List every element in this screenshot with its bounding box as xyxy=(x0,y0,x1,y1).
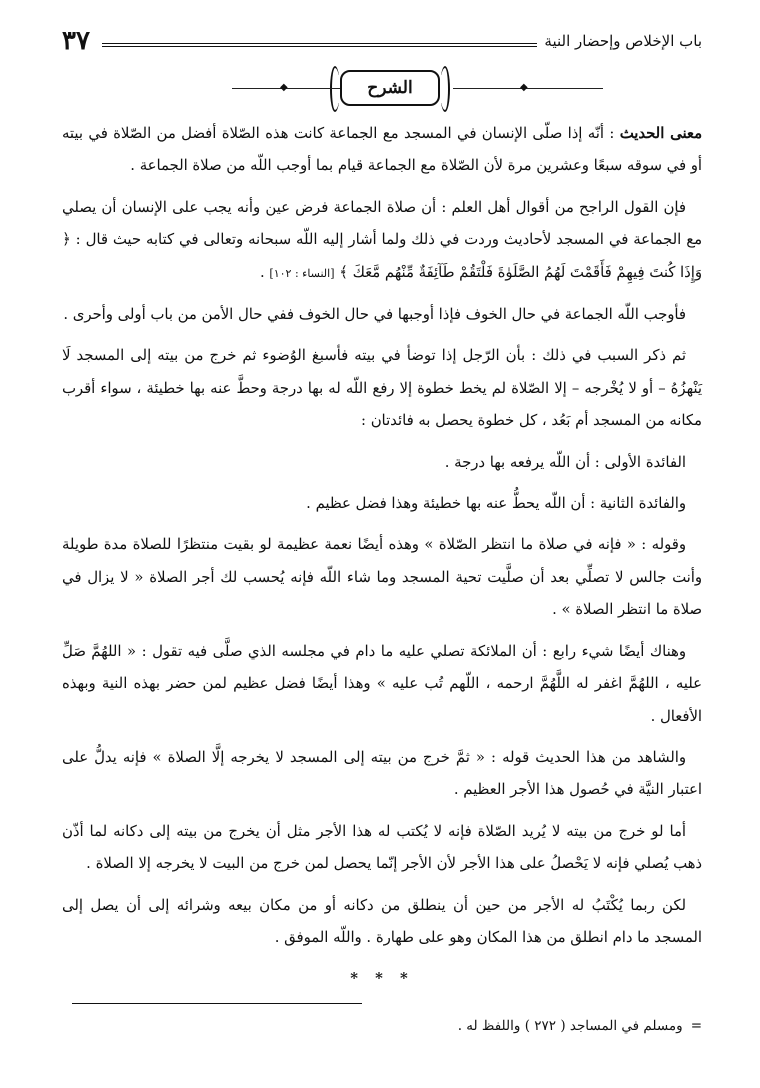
ornament-line-right xyxy=(453,88,603,89)
section-separator: * * * xyxy=(350,970,414,988)
paragraph xyxy=(62,192,702,290)
ornament-diamond-icon: ◆ xyxy=(280,82,288,93)
footnote-mark: = xyxy=(690,1018,702,1034)
paragraph: وقوله : « فإنه في صلاة ما انتظر الصّلاة » وهذه أيضًا نعمة عظيمة لو بقيت منتظرًا للصلاة مدة طويلة وأنت جالس لا تصلِّي بعد أن صلَّيت تحية المسجد وما شاء اللّه فإنه يُحسب لك أجر الصلاة « لا يزال في صلاة ما انتظر الصلاة » . xyxy=(62,536,702,619)
paragraph xyxy=(62,118,702,183)
paragraph-text: : أنّه إذا صلّى الإنسان في المسجد مع الجماعة كانت هذه الصّلاة أفضل من الصّلاة في بيته أو في سوقه سبعًا وعشرين مرة لأن الصّلاة مع الجماعة قيام بما أوجب اللّه من صلاة الجماعة . xyxy=(62,125,702,175)
paragraph: لكن ربما يُكْتَبُ له الأجر من حين أن ينطلق من دكانه أو من مكان بيعه وشرائه إلى أن يصل إلى المسجد ما دام انطلق من هذا المكان وهو على طهارة . واللّه الموفق . xyxy=(62,896,702,946)
paragraph: فأوجب اللّه الجماعة في حال الخوف فإذا أوجبها في حال الخوف ففي حال الأمن من باب أولى وأحرى . xyxy=(63,306,686,324)
paragraph: والفائدة الثانية : أن اللّه يحطُّ عنه بها خطيئة وهذا فضل عظيم . xyxy=(306,495,686,513)
footnote xyxy=(62,1014,702,1038)
page-number: ٣٧ xyxy=(62,26,90,56)
section-heading xyxy=(0,66,760,106)
footnote-rule xyxy=(72,1003,362,1004)
paragraph-text: فإن القول الراجح من أقوال أهل العلم : أن صلاة الجماعة فرض عين وأنه يجب على الإنسان أن يصلي مع الجماعة في المسجد لأحاديث وردت في ذلك ولما أشار إليه اللّه سبحانه وتعالى في كتابه حيث قال : ﴿ وَإِذَا كُنتَ فِيهِمْ فَأَقَمْتَ لَهُمُ الصَّلَوٰةَ فَلْتَقُمْ طَآئِفَةٌ مِّنْهُم مَّعَكَ ﴾ xyxy=(62,198,702,281)
quran-citation: [النساء : ١٠٢] xyxy=(269,266,335,280)
paragraph: والشاهد من هذا الحديث قوله : « ثمَّ خرج من بيته إلى المسجد لا يخرجه إلَّا الصلاة » فإنه يدلُّ على اعتبار النيَّة في حُصول هذا الأجر العظيم . xyxy=(62,748,702,799)
paragraph-end: . xyxy=(260,263,270,281)
paragraph: ثم ذكر السبب في ذلك : بأن الرّجل إذا توضأ في بيته فأسبغ الوُضوء ثم خرج من بيته إلى المسجد لَا يَنْهزُهُ – أو لا يُخْرجه – إلا الصّلاة لم يخط خطوة إلا رفع اللّه له بها درجة وحطَّ عنه بها خطيئة ، سواء أقرب مكانه من المسجد أم بَعُد ، كل خطوة يحصل به فائدتان : xyxy=(62,347,702,430)
paragraph: وهناك أيضًا شيء رابع : أن الملائكة تصلي عليه ما دام في مجلسه الذي صلَّى فيه تقول : « اللهُمَّ صَلِّ عليه ، اللهُمَّ اغفر له اللَّهُمَّ ارحمه ، اللّهم تُب عليه » وهذا أيضًا فضل عظيم لمن حضر بهذه النية وبهذه الأفعال . xyxy=(62,642,702,725)
paragraph: الفائدة الأولى : أن اللّه يرفعه بها درجة . xyxy=(444,453,686,471)
chapter-title: باب الإخلاص وإحضار النية xyxy=(544,32,702,50)
ornament-diamond-icon: ◆ xyxy=(520,82,528,93)
footnote-text: ومسلم في المساجد ( ٢٧٢ ) واللفظ له . xyxy=(457,1018,683,1034)
commentary-body xyxy=(62,118,702,1005)
running-header xyxy=(62,26,702,60)
paragraph: أما لو خرج من بيته لا يُريد الصّلاة فإنه لا يُكتب له هذا الأجر مثل أن يخرج من بيته إلى دكانه لما أذّن ذهب يُصلي فإنه لا يَحْصلُ على هذا الأجر لأن الأجر إنّما يحصل لمن خرج من البيت لا يخرجه إلا الصلاة . xyxy=(62,822,702,873)
term-heading: معنى الحديث xyxy=(619,125,702,142)
header-rule xyxy=(102,43,537,47)
section-title: الشرح xyxy=(340,70,440,106)
